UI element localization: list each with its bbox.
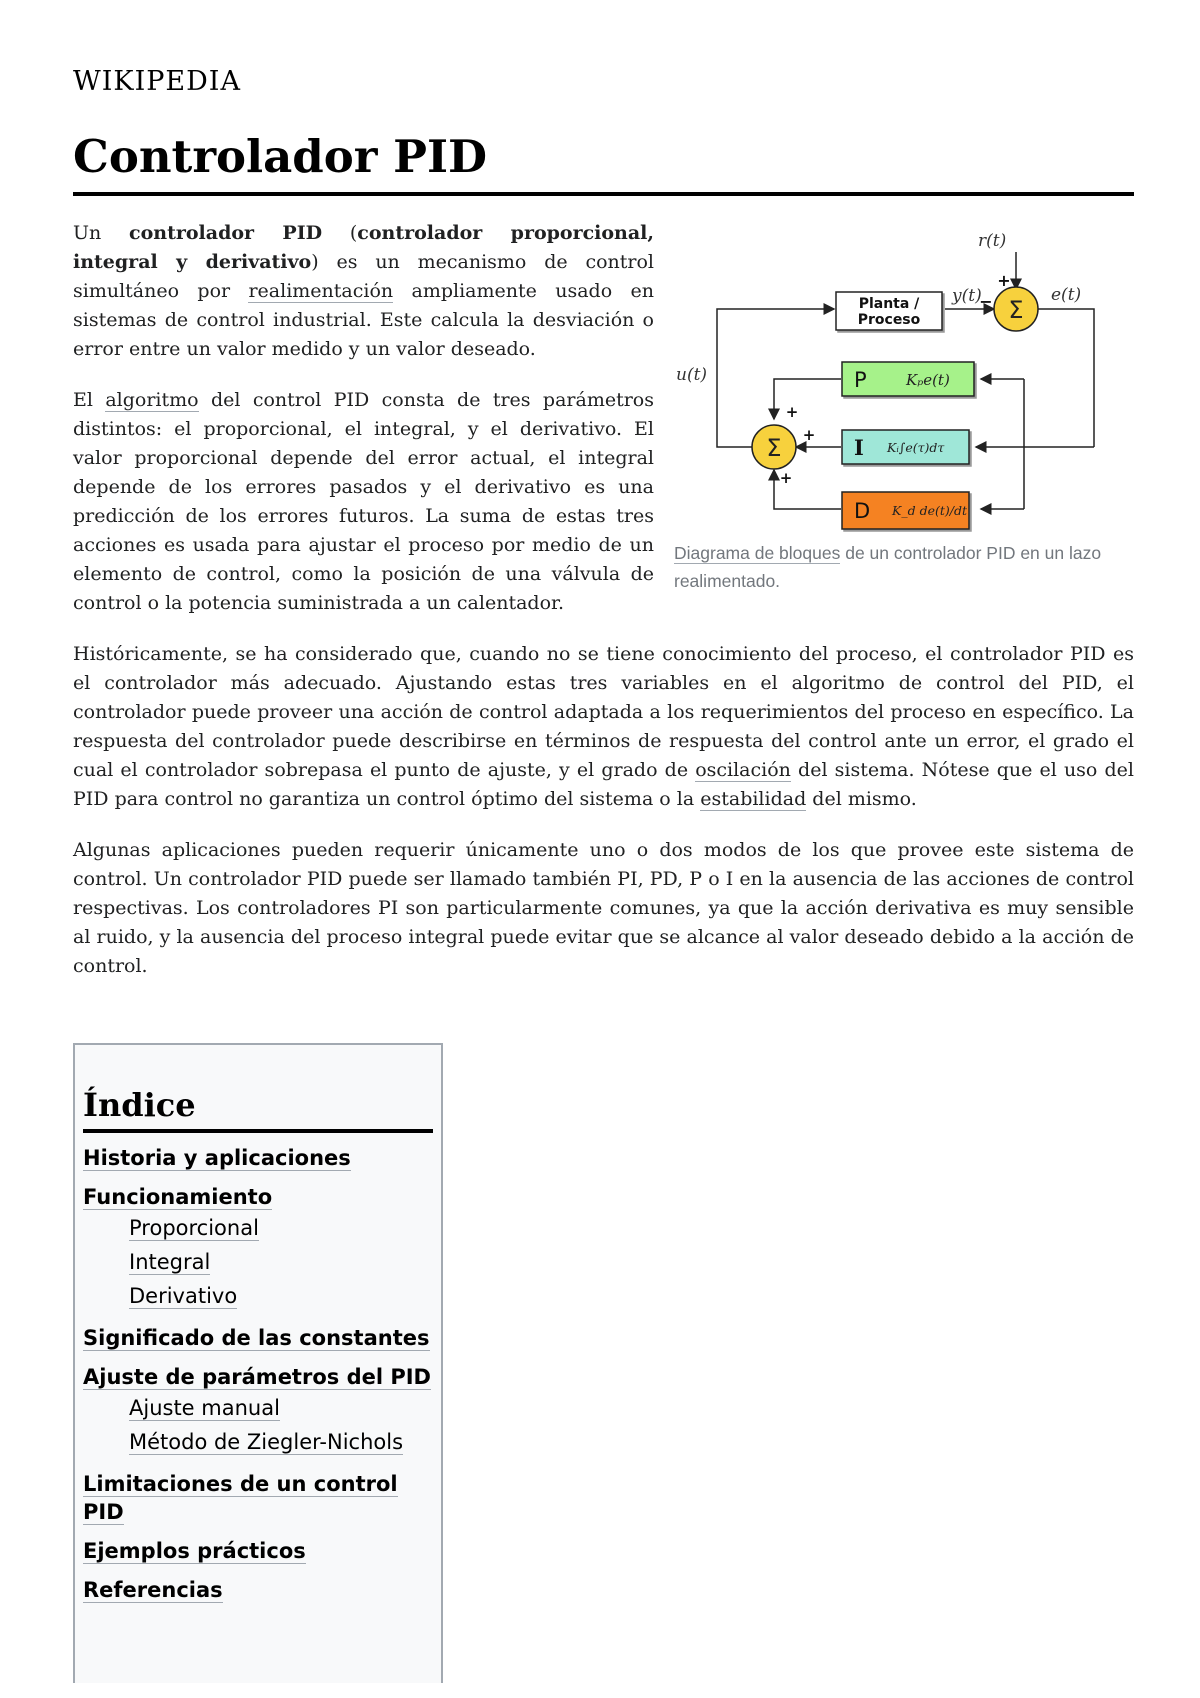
sigma-symbol: Σ xyxy=(1008,296,1024,324)
toc-link[interactable]: Significado de las constantes xyxy=(83,1326,430,1350)
link-realimentacion[interactable]: realimentación xyxy=(248,280,394,302)
article-body xyxy=(73,219,1134,1003)
plus-sign: + xyxy=(785,403,799,421)
plus-sign: + xyxy=(779,469,793,487)
plant-label-line1: Planta / xyxy=(858,296,920,312)
toc-item-ajuste-manual xyxy=(83,1391,433,1425)
toc-link[interactable]: Ejemplos prácticos xyxy=(83,1539,306,1563)
wikipedia-logo[interactable]: WIKIPEDIA xyxy=(73,66,241,97)
derivative-block xyxy=(842,492,969,529)
integral-block xyxy=(842,430,969,464)
p-expression: Kₚe(t) xyxy=(906,371,950,389)
toc-item-ejemplos xyxy=(83,1537,433,1565)
control-signal-label: u(t) xyxy=(676,365,708,385)
table-of-contents xyxy=(73,1043,443,1683)
plant-label-line2: Proceso xyxy=(857,312,921,328)
i-expression: Kᵢ∫e(τ)dτ xyxy=(887,440,945,455)
toc-link[interactable]: Referencias xyxy=(83,1578,223,1602)
toc-item-proporcional xyxy=(83,1211,433,1245)
controller-sum-junction xyxy=(752,403,815,487)
link-algoritmo[interactable]: algoritmo xyxy=(105,389,199,411)
toc-item-ziegler-nichols xyxy=(83,1425,433,1459)
toc-list xyxy=(83,1144,433,1604)
error-sum-junction xyxy=(979,271,1038,331)
toc-link[interactable]: Derivativo xyxy=(129,1284,238,1308)
toc-title: Índice xyxy=(83,1085,433,1133)
page-title: Controlador PID xyxy=(73,130,488,183)
plus-sign: + xyxy=(802,426,816,444)
toc-item-funcionamiento xyxy=(83,1183,433,1211)
i-label: I xyxy=(854,435,864,460)
toc-link[interactable]: Proporcional xyxy=(129,1216,259,1240)
toc-item-significado xyxy=(83,1324,433,1352)
plant-block xyxy=(836,292,942,330)
proportional-block xyxy=(842,362,974,396)
caption-text: de un controlador PID en un lazo realimentado. xyxy=(674,543,1102,591)
term-bold: controlador PID xyxy=(129,222,323,244)
toc-item-derivativo xyxy=(83,1279,433,1313)
title-divider xyxy=(73,192,1134,196)
pid-figure xyxy=(674,219,1134,595)
link-estabilidad[interactable]: estabilidad xyxy=(700,788,807,810)
intro-paragraph: Un controlador PID (controlador proporcional, integral y derivativo) es un mecanismo de control simultáneo por realimentación ampliamente usado en sistemas de control industrial. Este calcula la desviación o error entre un valor medido y un valor deseado. xyxy=(73,222,655,360)
toc-item-limitaciones xyxy=(83,1470,433,1526)
plus-sign: + xyxy=(997,271,1011,290)
d-expression: K_d de(t)/dt xyxy=(892,503,967,518)
toc-link[interactable]: Método de Ziegler-Nichols xyxy=(129,1430,404,1454)
toc-item-ajuste xyxy=(83,1363,433,1391)
minus-sign: − xyxy=(979,292,993,311)
error-signal-label: e(t) xyxy=(1051,285,1082,305)
term-bold-expanded: controlador proporcional, integral y derivativo xyxy=(73,222,655,273)
history-paragraph: Históricamente, se ha considerado que, cuando no se tiene conocimiento del proceso, el controlador PID es el controlador más adecuado. Ajustando estas tres variables en el algoritmo de control del PID, el controlador puede proveer una acción de control adaptada a los requerimientos del proceso en específico. La respuesta del controlador puede describirse en términos de respuesta del control ante un error, el grado el cual el controlador sobrepasa el punto de ajuste, y el grado de oscilación del sistema. Nótese que el uso del PID para control no garantiza un control óptimo del sistema o la estabilidad del mismo. xyxy=(73,643,1134,810)
link-oscilacion[interactable]: oscilación xyxy=(695,759,791,781)
applications-paragraph: Algunas aplicaciones pueden requerir únicamente uno o dos modos de los que provee este sistema de control. Un controlador PID puede ser llamado también PI, PD, P o I en la ausencia de las acciones de control respectivas. Los controladores PI son particularmente comunes, ya que la acción derivativa es muy sensible al ruido, y la ausencia del proceso integral puede evitar que se alcance al valor deseado debido a la acción de control. xyxy=(73,839,1134,977)
toc-link[interactable]: Limitaciones de un control PID xyxy=(83,1472,398,1524)
toc-link[interactable]: Historia y aplicaciones xyxy=(83,1146,351,1170)
sigma-symbol: Σ xyxy=(766,434,782,462)
caption-link-block-diagram[interactable]: Diagrama de bloques xyxy=(674,543,841,563)
toc-link[interactable]: Integral xyxy=(129,1250,211,1274)
output-signal-label: y(t) xyxy=(952,286,982,306)
toc-link[interactable]: Ajuste manual xyxy=(129,1396,280,1420)
toc-item-integral xyxy=(83,1245,433,1279)
toc-link[interactable]: Funcionamiento xyxy=(83,1185,273,1209)
figure-caption xyxy=(674,539,1134,595)
p-label: P xyxy=(854,368,867,392)
d-label: D xyxy=(854,499,871,523)
toc-item-historia xyxy=(83,1144,433,1172)
pid-block-diagram[interactable] xyxy=(674,219,1134,539)
reference-signal-label: r(t) xyxy=(978,231,1007,251)
toc-link[interactable]: Ajuste de parámetros del PID xyxy=(83,1365,431,1389)
algorithm-paragraph: El algoritmo del control PID consta de tres parámetros distintos: el proporcional, el integral, y el derivativo. El valor proporcional depende del error actual, el integral depende de los errores pasados y el derivativo es una predicción de los errores futuros. La suma de estas tres acciones es usada para ajustar el proceso por medio de un elemento de control, como la posición de una válvula de control o la potencia suministrada a un calentador. xyxy=(73,389,654,614)
toc-item-referencias xyxy=(83,1576,433,1604)
